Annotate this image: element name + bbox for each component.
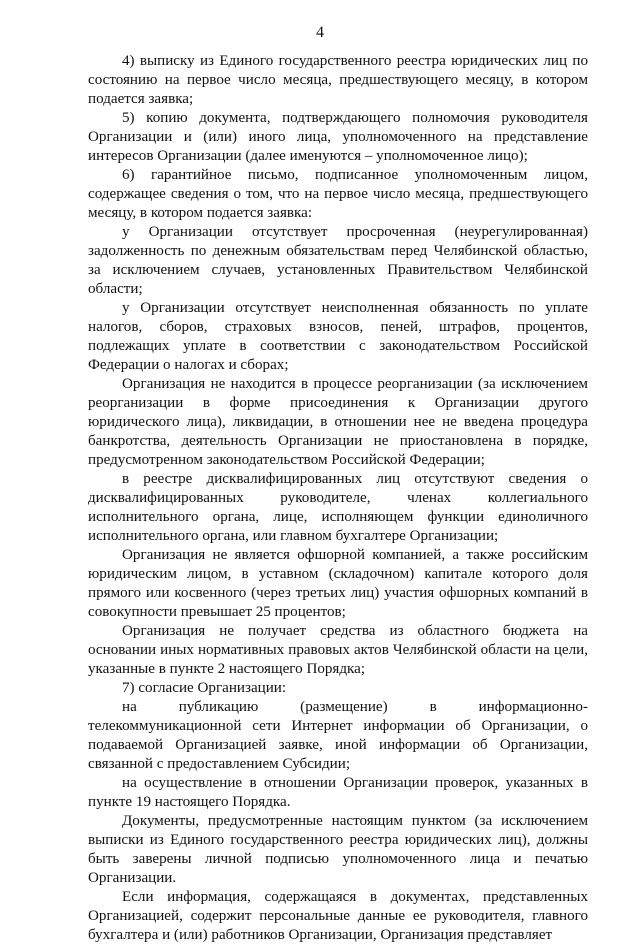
paragraph-item-7: 7) согласие Организации:	[122, 680, 287, 696]
paragraph-no-disqualified: в реестре дисквалифицированных лиц отсутствуют сведения о дисквалифицированных руководителе, членах коллегиального исполнительного органа, лице, исполняющем функции единоличного исполнительного органа, или главном бухгалтере Организации;	[88, 471, 588, 544]
paragraph-no-tax-arrears: у Организации отсутствует неисполненная обязанность по уплате налогов, сборов, страховых взносов, пеней, штрафов, процентов, подлежащих уплате в соответствии с законодательством Российской Федерации о налогах и сборах;	[88, 300, 588, 373]
paragraph-certification: Документы, предусмотренные настоящим пунктом (за исключением выписки из Единого государственного реестра юридических лиц), должны быть заверены личной подписью уполномоченного лица и печатью Организации.	[88, 813, 588, 886]
paragraph-no-debt: у Организации отсутствует просроченная (неурегулированная) задолженность по денежным обязательствам перед Челябинской областью, за исключением случаев, установленных Правительством Челябинской области;	[88, 224, 588, 297]
paragraph-personal-data: Если информация, содержащаяся в документах, представленных Организацией, содержит персональные данные ее руководителя, главного бухгалтера и (или) работников Организации, Организация представляет	[88, 889, 588, 943]
paragraph-no-other-budget: Организация не получает средства из областного бюджета на основании иных нормативных правовых актов Челябинской области на цели, указанные в пункте 2 настоящего Порядка;	[88, 623, 588, 677]
paragraph-item-5: 5) копию документа, подтверждающего полномочия руководителя Организации и (или) иного лица, уполномоченного на представление интересов Организации (далее именуются – уполномоченное лицо);	[88, 110, 588, 164]
paragraph-no-reorganization: Организация не находится в процессе реорганизации (за исключением реорганизации в форме присоединения к Организации другого юридического лица), ликвидации, в отношении нее не введена процедура банкротства, деятельность Организации не приостановлена в порядке, предусмотренном законодательством Российской Федерации;	[88, 376, 588, 468]
paragraph-consent-inspections: на осуществление в отношении Организации проверок, указанных в пункте 19 настоящего Порядка.	[88, 775, 588, 810]
paragraph-not-offshore: Организация не является офшорной компанией, а также российским юридическим лицом, в уставном (складочном) капитале которого доля прямого или косвенного (через третьих лиц) участия офшорных компаний в совокупности превышает 25 процентов;	[88, 547, 588, 620]
document-body	[88, 52, 588, 945]
page-number: 4	[316, 24, 324, 41]
paragraph-consent-publication: на публикацию (размещение) в информационно-телекоммуникационной сети Интернет информации об Организации, о подаваемой Организацией заявке, иной информации об Организации, связанной с предоставлением Субсидии;	[88, 699, 588, 772]
paragraph-item-4: 4) выписку из Единого государственного реестра юридических лиц по состоянию на первое число месяца, предшествующего месяцу, в котором подается заявка;	[88, 53, 588, 107]
paragraph-item-6: 6) гарантийное письмо, подписанное уполномоченным лицом, содержащее сведения о том, что на первое число месяца, предшествующего месяцу, в котором подается заявка:	[88, 167, 588, 221]
